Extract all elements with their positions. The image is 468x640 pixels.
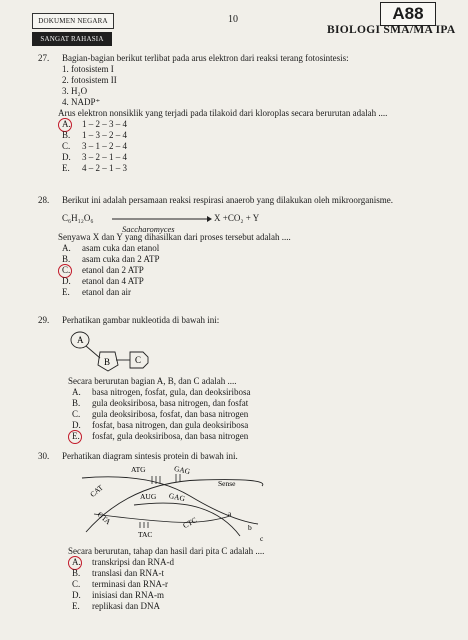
strand-label-b: b [248,523,252,532]
option-text: translasi dan RNA-t [92,568,164,578]
option-letter: B. [62,130,71,140]
option-letter: E. [72,431,92,442]
label-c: C [135,355,142,365]
option-text: terminasi dan RNA-r [92,579,168,589]
option-letter: B. [62,254,71,264]
option-d[interactable] [62,276,393,287]
option-text: 3 – 1 – 2 – 4 [82,141,127,151]
question-prompt: Secara berurutan, tahap dan hasil dari pita C adalah .... [68,546,265,556]
option-b[interactable] [62,254,393,265]
secrecy-label: SANGAT RAHASIA [32,32,112,46]
codon-atg: ATG [131,465,146,474]
option-letter: A. [62,119,82,130]
option-text: 3 – 2 – 1 – 4 [82,152,127,162]
option-text: asam cuka dan etanol [82,243,160,253]
option-c[interactable] [62,265,393,276]
option-text: gula deoksiribosa, basa nitrogen, dan fosfat [92,398,249,408]
label-a: A [77,335,84,345]
option-letter: A. [62,243,71,253]
list-item: 2. fotosistem II [62,75,117,85]
option-text: 1 – 3 – 2 – 4 [82,130,127,140]
question-stem: Berikut ini adalah persamaan reaksi respirasi anaerob yang dilakukan oleh mikroorganisme. [62,195,393,205]
option-letter: D. [62,276,71,286]
option-letter: E. [62,287,70,297]
option-e[interactable] [62,287,393,298]
option-e[interactable] [62,163,387,174]
option-b[interactable] [72,568,264,579]
option-text: etanol dan 4 ATP [82,276,144,286]
codon-aug: AUG [140,492,157,501]
question-number: 29. [38,315,50,325]
option-e[interactable] [72,431,250,442]
codon-gag-top: GAG [173,463,192,477]
option-a[interactable] [62,119,387,130]
option-text: gula deoksiribosa, fosfat, dan basa nitrogen [92,409,249,419]
equation-reactant: C₆H₁₂O₆ [62,213,94,223]
strand-label-sense: Sense [218,479,236,488]
option-text: 4 – 2 – 1 – 3 [82,163,127,173]
question-prompt: Secara berurutan bagian A, B, dan C adalah .... [68,376,237,386]
option-c[interactable] [72,579,264,590]
option-letter: B. [72,398,81,408]
codon-tac: TAC [138,530,153,539]
exam-code-box: A88 [380,2,436,26]
option-letter: D. [62,152,71,162]
option-letter: B. [72,568,81,578]
codon-ctc: CTC [181,515,199,531]
option-letter: C. [72,409,81,419]
option-letter: E. [72,601,80,611]
protein-synthesis-diagram [80,462,270,542]
option-text: replikasi dan DNA [92,601,160,611]
option-letter: C. [62,141,71,151]
option-letter: A. [72,387,81,397]
option-text: fosfat, gula deoksiribosa, dan basa nitrogen [92,431,249,441]
option-c[interactable] [72,409,250,420]
option-text: basa nitrogen, fosfat, gula, dan deoksiribosa [92,387,251,397]
option-b[interactable] [72,398,250,409]
strand-label-c: c [260,534,264,542]
question-stem: Perhatikan diagram sintesis protein di bawah ini. [62,451,238,461]
option-text: etanol dan air [82,287,131,297]
question-number: 27. [38,53,50,63]
strand-label-a: a [228,509,232,518]
codon-cat: CAT [88,482,105,499]
option-letter: D. [72,420,81,430]
option-b[interactable] [62,130,387,141]
label-b: B [104,357,111,367]
list-item: 3. H₂O [62,86,88,96]
option-a[interactable] [62,243,393,254]
question-prompt: Arus elektron nonsiklik yang terjadi pada tilakoid dari kloroplas secara berurutan adalah .... [58,108,388,118]
option-d[interactable] [62,152,387,163]
document-classification-label: DOKUMEN NEGARA [32,13,114,29]
question-stem: Perhatikan gambar nukleotida di bawah ini: [62,315,220,325]
option-text: inisiasi dan RNA-m [92,590,164,600]
option-text: asam cuka dan 2 ATP [82,254,160,264]
list-item: 1. fotosistem I [62,64,114,74]
option-text: etanol dan 2 ATP [82,265,144,275]
nucleotide-diagram [70,330,180,374]
question-prompt: Senyawa X dan Y yang dihasilkan dari proses tersebut adalah .... [58,232,291,242]
codon-gag-middle: GAG [168,491,186,504]
option-text: 1 – 2 – 3 – 4 [82,119,127,129]
question-number: 30. [38,451,50,461]
option-d[interactable] [72,590,264,601]
option-text: fosfat, basa nitrogen, dan gula deoksiribosa [92,420,249,430]
option-text: transkripsi dan RNA-d [92,557,174,567]
option-letter: D. [72,590,81,600]
equation-catalyst: Saccharomyces [122,224,175,234]
option-d[interactable] [72,420,250,431]
option-letter: C. [72,579,81,589]
option-a[interactable] [72,557,264,568]
equation-products: X +CO₂ + Y [214,213,260,223]
option-letter: E. [62,163,70,173]
codon-gta: GTA [95,509,113,527]
page-number: 10 [228,14,238,25]
option-letter: A. [72,557,92,568]
reaction-arrow-icon [112,215,212,223]
option-e[interactable] [72,601,264,612]
list-item: 4. NADP⁺ [62,97,101,107]
subject-title: BIOLOGI SMA/MA IPA [327,24,456,36]
question-stem: Bagian-bagian berikut terlibat pada arus elektron dari reaksi terang fotosintesis: [62,53,349,63]
option-a[interactable] [72,387,250,398]
question-number: 28. [38,195,50,205]
reaction-equation [62,210,393,232]
option-letter: C. [62,265,82,276]
option-c[interactable] [62,141,387,152]
